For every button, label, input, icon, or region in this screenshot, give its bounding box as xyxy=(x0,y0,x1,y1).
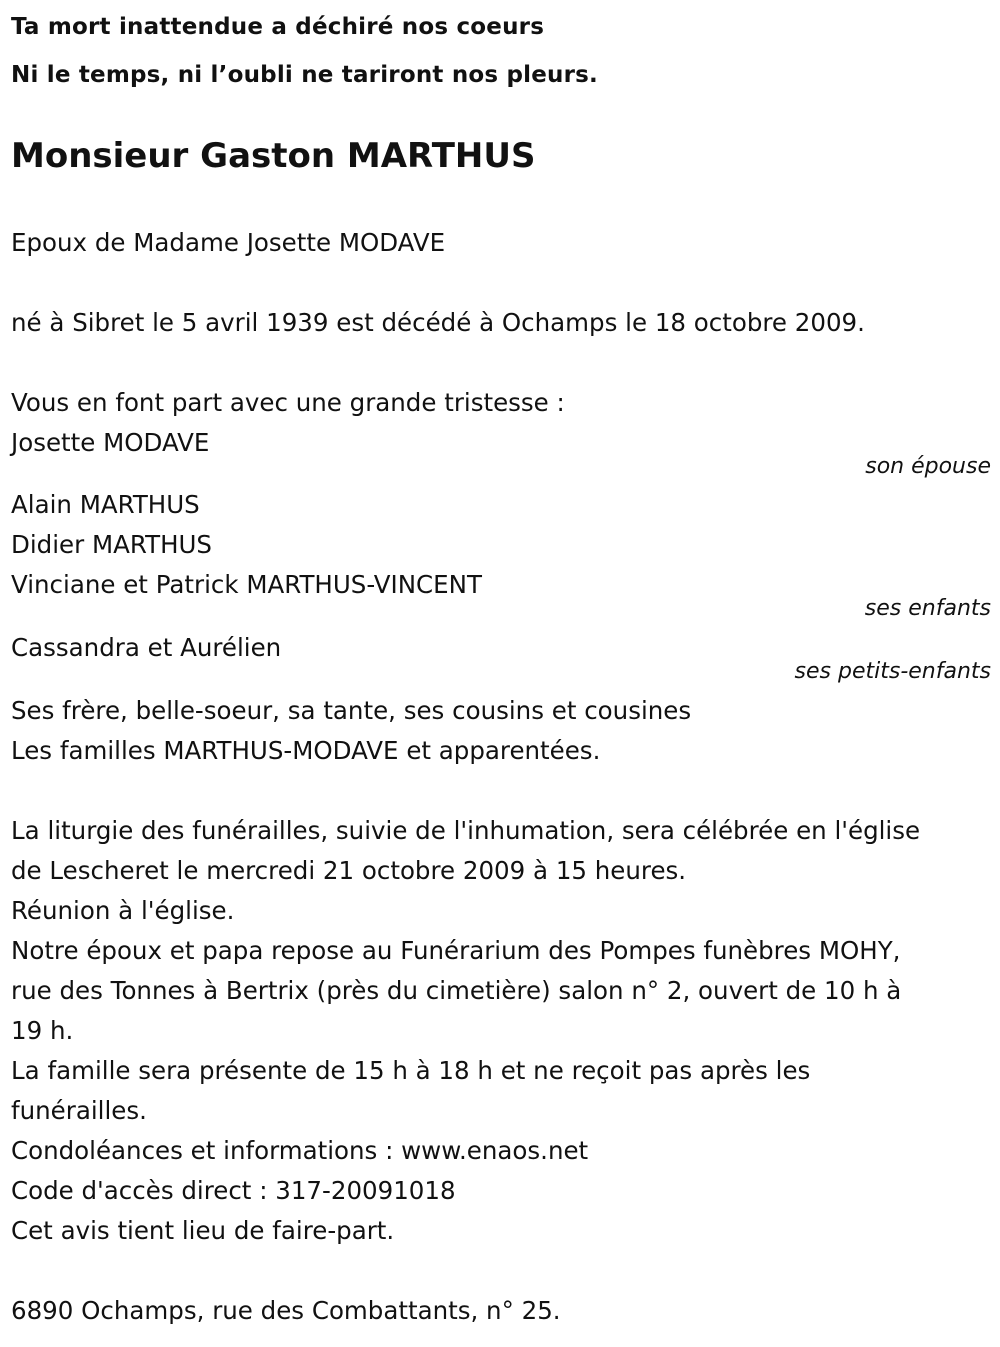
details-line-8: funérailles. xyxy=(11,1096,147,1125)
grandchildren-names: Cassandra et Aurélien xyxy=(11,633,282,662)
details-line-7: La famille sera présente de 15 h à 18 h et ne reçoit pas après les xyxy=(11,1056,811,1085)
verse-line-2: Ni le temps, ni l’oubli ne tariront nos pleurs. xyxy=(11,62,598,88)
condolences-line: Condoléances et informations : www.enaos.net xyxy=(11,1136,589,1165)
child-name-1: Alain MARTHUS xyxy=(11,490,200,519)
details-line-1: La liturgie des funérailles, suivie de l'inhumation, sera célébrée en l'église xyxy=(11,816,921,845)
role-spouse: son épouse xyxy=(865,454,991,479)
spouse-line: Epoux de Madame Josette MODAVE xyxy=(11,228,446,257)
child-name-3: Vinciane et Patrick MARTHUS-VINCENT xyxy=(11,570,482,599)
spouse-name: Josette MODAVE xyxy=(11,428,210,457)
details-line-4: Notre époux et papa repose au Funérarium des Pompes funèbres MOHY, xyxy=(11,936,901,965)
details-line-6: 19 h. xyxy=(11,1016,74,1045)
details-line-2: de Lescheret le mercredi 21 octobre 2009 à 15 heures. xyxy=(11,856,687,885)
relatives-line-2: Les familles MARTHUS-MODAVE et apparentées. xyxy=(11,736,601,765)
role-grandchildren: ses petits-enfants xyxy=(794,659,991,684)
announce-intro: Vous en font part avec une grande tristesse : xyxy=(11,388,565,417)
notice-line: Cet avis tient lieu de faire-part. xyxy=(11,1216,395,1245)
verse-line-1: Ta mort inattendue a déchiré nos coeurs xyxy=(11,14,545,40)
birth-death-line: né à Sibret le 5 avril 1939 est décédé à Ochamps le 18 octobre 2009. xyxy=(11,308,865,337)
role-children: ses enfants xyxy=(864,596,991,621)
details-line-5: rue des Tonnes à Bertrix (près du cimetière) salon n° 2, ouvert de 10 h à xyxy=(11,976,902,1005)
access-code-line: Code d'accès direct : 317-20091018 xyxy=(11,1176,456,1205)
child-name-2: Didier MARTHUS xyxy=(11,530,212,559)
deceased-name: Monsieur Gaston MARTHUS xyxy=(11,136,536,176)
relatives-line-1: Ses frère, belle-soeur, sa tante, ses cousins et cousines xyxy=(11,696,692,725)
details-line-3: Réunion à l'église. xyxy=(11,896,235,925)
address-line: 6890 Ochamps, rue des Combattants, n° 25. xyxy=(11,1296,561,1325)
